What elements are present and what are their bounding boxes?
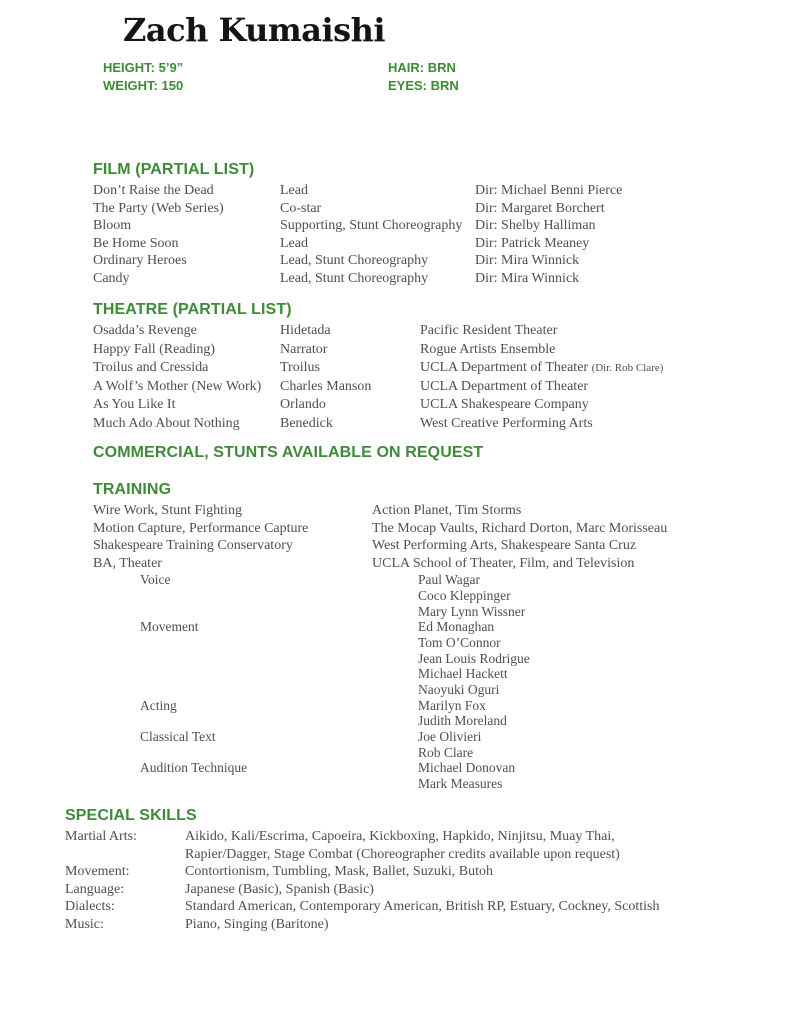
instructor-name: Mark Measures (418, 775, 503, 791)
stat-weight: WEIGHT: 150 (103, 77, 184, 93)
instructor-category (140, 604, 418, 620)
training-program: Shakespeare Training Conservatory (93, 538, 293, 554)
training-program: Wire Work, Stunt Fighting (93, 503, 242, 518)
training-heading: TRAINING (93, 481, 172, 498)
commercial-heading: COMMERCIAL, STUNTS AVAILABLE ON REQUEST (93, 444, 484, 461)
skill-value: Piano, Singing (Baritone) (185, 916, 329, 932)
theatre-venue: West Creative Performing Arts (420, 415, 593, 431)
film-credit: Dir: Mira Winnick (475, 253, 580, 269)
film-role: Lead, Stunt Choreography (280, 253, 429, 269)
skill-label: Music: (65, 916, 104, 932)
film-title: Don’t Raise the Dead (93, 183, 214, 198)
theatre-title: Troilus and Cressida (93, 360, 209, 376)
skills-row (65, 828, 767, 846)
theatre-heading: THEATRE (PARTIAL LIST) (93, 301, 292, 318)
training-provider: UCLA School of Theater, Film, and Television (372, 555, 635, 571)
training-section (93, 480, 743, 792)
instructor-name: Michael Hackett (418, 666, 508, 682)
film-credit: Dir: Mira Winnick (475, 270, 580, 286)
theatre-title: Happy Fall (Reading) (93, 341, 216, 357)
instructor-name: Marilyn Fox (418, 697, 486, 713)
training-provider: The Mocap Vaults, Richard Dorton, Marc Morisseau (372, 520, 668, 536)
instructor-name: Paul Wagar (418, 572, 481, 588)
theatre-role: Benedick (280, 415, 333, 431)
skill-label: Movement: (65, 864, 130, 880)
training-provider: West Performing Arts, Shakespeare Santa Cruz (372, 538, 637, 554)
stats-block (103, 59, 459, 94)
instructor-category (140, 666, 418, 682)
skills-row (65, 916, 767, 934)
film-heading: FILM (PARTIAL LIST) (93, 161, 255, 178)
instructor-row (140, 588, 743, 604)
film-title: Bloom (93, 218, 132, 234)
instructor-name: Jean Louis Rodrigue (418, 650, 530, 666)
theatre-venue: UCLA Department of Theater (420, 378, 589, 394)
training-row (93, 537, 743, 555)
instructor-name: Michael Donovan (418, 760, 516, 776)
instructor-category: Classical Text (140, 728, 216, 744)
skills-row (65, 863, 767, 881)
skill-value: Japanese (Basic), Spanish (Basic) (185, 881, 374, 897)
instructor-category (140, 713, 418, 729)
theatre-role: Narrator (280, 341, 328, 357)
skill-label (65, 846, 185, 864)
theatre-row (93, 396, 743, 415)
instructor-row (140, 760, 743, 776)
film-row (93, 235, 743, 253)
instructor-row (140, 682, 743, 698)
skill-value: Aikido, Kali/Escrima, Capoeira, Kickboxing, Hapkido, Ninjitsu, Muay Thai, (185, 829, 615, 844)
skills-row (65, 881, 767, 899)
theatre-venue: Rogue Artists Ensemble (420, 341, 556, 357)
instructor-name: Mary Lynn Wissner (418, 603, 526, 619)
stat-eyes: EYES: BRN (388, 77, 459, 93)
instructor-name: Rob Clare (418, 744, 474, 760)
theatre-title: As You Like It (93, 397, 176, 413)
film-row (93, 182, 743, 200)
instructor-category: Voice (140, 572, 171, 588)
training-row (93, 502, 743, 520)
film-role: Lead (280, 183, 308, 198)
training-row (93, 555, 743, 573)
skill-value: Rapier/Dagger, Stage Combat (Choreographer credits available upon request) (185, 846, 620, 862)
instructor-row (140, 698, 743, 714)
instructor-category (140, 682, 418, 698)
skills-row (65, 846, 767, 864)
instructor-row (140, 745, 743, 761)
instructor-category (140, 588, 418, 604)
theatre-row (93, 415, 743, 434)
special-skills-heading: SPECIAL SKILLS (65, 807, 197, 824)
instructor-name: Tom O’Connor (418, 635, 501, 650)
theatre-title: A Wolf’s Mother (New Work) (93, 378, 262, 394)
instructor-name: Coco Kleppinger (418, 588, 511, 604)
film-role: Co-star (280, 200, 322, 216)
theatre-role: Hidetada (280, 323, 331, 338)
film-section (93, 160, 743, 288)
film-row (93, 200, 743, 218)
instructor-category (140, 635, 418, 651)
theatre-role: Orlando (280, 397, 326, 413)
instructor-row (140, 604, 743, 620)
instructor-category: Audition Technique (140, 760, 248, 776)
training-program: Motion Capture, Performance Capture (93, 520, 309, 536)
commercial-section (93, 443, 743, 465)
instructor-row (140, 729, 743, 745)
theatre-role: Charles Manson (280, 378, 372, 394)
instructor-row (140, 651, 743, 667)
training-program: BA, Theater (93, 555, 162, 571)
theatre-title: Much Ado About Nothing (93, 415, 240, 431)
instructor-row (140, 572, 743, 588)
instructor-row (140, 776, 743, 792)
instructor-name: Judith Moreland (418, 713, 507, 729)
stat-height: HEIGHT: 5’9” (103, 60, 184, 75)
training-row (93, 520, 743, 538)
training-provider: Action Planet, Tim Storms (372, 503, 522, 518)
skill-label: Language: (65, 881, 125, 897)
theatre-section (93, 300, 743, 434)
instructor-category (140, 745, 418, 761)
instructor-category: Movement (140, 619, 199, 635)
venue-note: (Dir. Rob Clare) (591, 362, 664, 375)
skills-row (65, 898, 767, 916)
skill-value: Contortionism, Tumbling, Mask, Ballet, Suzuki, Butoh (185, 864, 494, 880)
theatre-row (93, 322, 743, 341)
theatre-venue: UCLA Department of Theater (Dir. Rob Clare) (420, 360, 664, 376)
theatre-row (93, 359, 743, 378)
film-title: The Party (Web Series) (93, 200, 224, 216)
instructor-row (140, 713, 743, 729)
film-role: Supporting, Stunt Choreography (280, 218, 463, 234)
theatre-row (93, 341, 743, 360)
theatre-venue: UCLA Shakespeare Company (420, 397, 589, 413)
film-role: Lead, Stunt Choreography (280, 270, 429, 286)
instructor-row (140, 635, 743, 651)
special-skills-section (65, 806, 767, 934)
skill-label: Dialects: (65, 899, 115, 915)
film-credit: Dir: Margaret Borchert (475, 200, 605, 216)
instructor-name: Joe Olivieri (418, 728, 482, 744)
instructor-row (140, 666, 743, 682)
instructor-row (140, 619, 743, 635)
film-row (93, 217, 743, 235)
film-credit: Dir: Patrick Meaney (475, 235, 590, 251)
film-row (93, 270, 743, 288)
skill-value: Standard American, Contemporary American, British RP, Estuary, Cockney, Scottish (185, 899, 660, 915)
film-title: Ordinary Heroes (93, 253, 187, 269)
theatre-role: Troilus (280, 360, 320, 376)
film-title: Be Home Soon (93, 235, 179, 251)
film-role: Lead (280, 235, 308, 251)
film-title: Candy (93, 270, 130, 286)
instructor-name: Naoyuki Oguri (418, 681, 500, 697)
instructor-name: Ed Monaghan (418, 619, 495, 635)
theatre-row (93, 378, 743, 397)
theatre-title: Osadda’s Revenge (93, 323, 197, 338)
film-credit: Dir: Michael Benni Pierce (475, 183, 623, 198)
stat-hair: HAIR: BRN (388, 60, 456, 75)
skill-label: Martial Arts: (65, 829, 137, 844)
instructor-category: Acting (140, 697, 177, 713)
film-credit: Dir: Shelby Halliman (475, 218, 596, 234)
candidate-name: Zach Kumaishi (123, 11, 386, 49)
instructor-category (140, 651, 418, 667)
film-row (93, 252, 743, 270)
theatre-venue: Pacific Resident Theater (420, 323, 558, 338)
instructor-category (140, 776, 418, 792)
